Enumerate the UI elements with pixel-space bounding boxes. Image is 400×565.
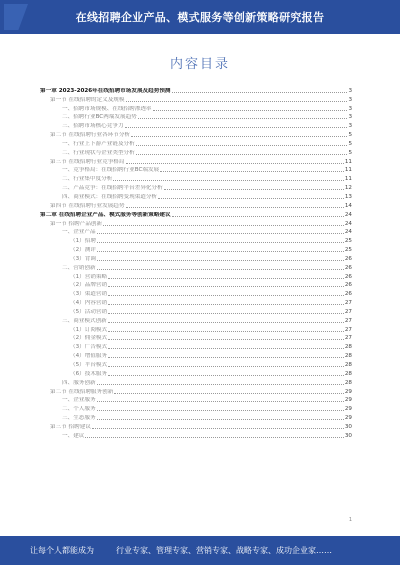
toc-entry-label: 二、招聘行业BC两端发展趋势: [62, 114, 137, 121]
toc-entry-page: 27: [344, 308, 352, 315]
toc-leader-dots: [97, 259, 344, 261]
toc-entry[interactable]: [40, 191, 352, 200]
toc-entry-label: 第一章 2023-2026年在线招聘市场发展及趋势预测: [40, 87, 171, 94]
toc-entry-page: 24: [344, 229, 352, 236]
toc-entry-page: 24: [344, 220, 352, 227]
toc-entry-page: 3: [348, 123, 352, 130]
toc-leader-dots: [172, 215, 344, 217]
toc-entry-page: 5: [348, 132, 352, 139]
toc-entry[interactable]: [40, 368, 352, 377]
toc-entry[interactable]: [40, 147, 352, 156]
toc-entry[interactable]: [40, 324, 352, 333]
toc-entry[interactable]: [40, 85, 352, 94]
toc-leader-dots: [136, 153, 348, 155]
toc-leader-dots: [108, 285, 344, 287]
toc-leader-dots: [126, 100, 348, 102]
toc-leader-dots: [108, 277, 344, 279]
toc-entry-page: 5: [348, 140, 352, 147]
toc-entry-page: 3: [348, 87, 352, 94]
toc-entry[interactable]: [40, 244, 352, 253]
toc-entry[interactable]: [40, 227, 352, 236]
toc-leader-dots: [97, 383, 344, 385]
toc-leader-dots: [108, 347, 344, 349]
toc-leader-dots: [126, 206, 344, 208]
toc-entry-page: 11: [344, 158, 352, 165]
toc-entry-label: 第三节 在线招聘行业竞争格局: [50, 158, 125, 165]
toc-leader-dots: [108, 294, 344, 296]
toc-entry-label: 第二章 在线招聘企业产品、模式服务等创新策略建议: [40, 211, 171, 218]
toc-entry-page: 3: [348, 96, 352, 103]
toc-entry[interactable]: [40, 103, 352, 112]
toc-entry[interactable]: [40, 421, 352, 430]
footer-slogan-right: 行业专家、管理专家、营销专家、战略专家、成功企业家……: [116, 546, 332, 555]
toc-leader-dots: [108, 303, 344, 305]
toc-entry[interactable]: [40, 182, 352, 191]
toc-entry-label: 二、行业集中度分析: [62, 176, 113, 183]
toc-leader-dots: [158, 197, 344, 199]
toc-entry-label: （3）广告模式: [70, 344, 108, 351]
toc-entry-label: 第二节 在线招聘行业各环节分析: [50, 132, 131, 139]
toc-leader-dots: [108, 356, 344, 358]
toc-entry[interactable]: [40, 412, 352, 421]
toc-entry-label: 第二节 在线招聘服务创新: [50, 388, 114, 395]
table-of-contents: [40, 85, 352, 439]
toc-leader-dots: [108, 374, 344, 376]
toc-entry-label: （6）技术服务: [70, 370, 108, 377]
toc-entry-page: 30: [344, 423, 352, 430]
toc-leader-dots: [153, 109, 348, 111]
toc-entry[interactable]: [40, 341, 352, 350]
toc-entry-page: 26: [344, 291, 352, 298]
toc-entry-label: 第三节 招聘建议: [50, 423, 91, 430]
toc-entry-page: 24: [344, 211, 352, 218]
toc-entry-label: （2）佣金模式: [70, 335, 108, 342]
toc-entry-label: （1）营销策略: [70, 273, 108, 280]
toc-entry-page: 25: [344, 238, 352, 245]
toc-leader-dots: [138, 117, 348, 119]
toc-entry-page: 26: [344, 264, 352, 271]
toc-entry-page: 29: [344, 406, 352, 413]
toc-entry-page: 28: [344, 362, 352, 368]
toc-entry[interactable]: [40, 129, 352, 138]
toc-entry[interactable]: [40, 120, 352, 129]
toc-entry-label: 三、商业模式创新: [62, 317, 107, 324]
toc-entry-label: 一、招聘市场规模、在线招聘渗透率: [62, 105, 152, 112]
toc-entry-label: （5）平台模式: [70, 362, 108, 368]
toc-entry-page: 27: [344, 335, 352, 342]
toc-entry-label: 一、建议: [62, 432, 85, 439]
toc-entry-page: 13: [344, 193, 352, 200]
toc-entry[interactable]: [40, 262, 352, 271]
toc-entry[interactable]: [40, 271, 352, 280]
toc-entry[interactable]: [40, 377, 352, 386]
toc-entry-label: （1）订阅模式: [70, 326, 108, 333]
toc-entry-label: 一、企业服务: [62, 397, 96, 404]
toc-entry[interactable]: [40, 306, 352, 315]
toc-leader-dots: [97, 400, 344, 402]
toc-entry-page: 5: [348, 149, 352, 156]
toc-entry-label: 二、个人服务: [62, 406, 96, 413]
toc-entry-page: 14: [344, 202, 352, 209]
toc-leader-dots: [126, 162, 344, 164]
toc-entry[interactable]: [40, 94, 352, 103]
toc-entry[interactable]: [40, 315, 352, 324]
toc-entry-label: 三、招聘市场核心竞争力: [62, 123, 124, 130]
toc-leader-dots: [125, 126, 348, 128]
toc-entry-label: 一、行业上下游产业链及分析: [62, 140, 135, 147]
toc-leader-dots: [97, 250, 344, 252]
toc-entry[interactable]: [40, 235, 352, 244]
toc-entry[interactable]: [40, 395, 352, 404]
toc-leader-dots: [172, 91, 348, 93]
toc-entry[interactable]: [40, 280, 352, 289]
toc-entry-page: 27: [344, 300, 352, 307]
toc-entry-label: 三、生态服务: [62, 415, 96, 422]
toc-entry-label: （4）增值服务: [70, 353, 108, 360]
toc-entry[interactable]: [40, 156, 352, 165]
toc-entry-page: 29: [344, 397, 352, 404]
toc-entry-page: 11: [344, 176, 352, 183]
toc-entry-label: 第四节 在线招聘行业发展趋势: [50, 202, 125, 209]
toc-entry[interactable]: [40, 430, 352, 439]
toc-leader-dots: [92, 427, 344, 429]
toc-entry-page: 28: [344, 353, 352, 360]
toc-entry-page: 28: [344, 379, 352, 386]
toc-entry[interactable]: [40, 253, 352, 262]
toc-entry[interactable]: [40, 138, 352, 147]
toc-entry-page: 26: [344, 273, 352, 280]
page-number: 1: [348, 517, 352, 523]
footer-slogan-left: 让每个人都能成为: [30, 546, 94, 555]
toc-leader-dots: [97, 268, 344, 270]
toc-entry-label: （5）活动营销: [70, 308, 108, 315]
toc-entry[interactable]: [40, 386, 352, 395]
toc-entry-label: 第一节 招聘产品创新: [50, 220, 103, 227]
toc-entry-page: 25: [344, 247, 352, 254]
report-title: 在线招聘企业产品、模式服务等创新策略研究报告: [75, 11, 325, 24]
toc-entry-page: 28: [344, 344, 352, 351]
toc-entry-label: 一、企业产品: [62, 229, 96, 236]
toc-entry-label: （3）渠道营销: [70, 291, 108, 298]
toc-leader-dots: [108, 321, 344, 323]
toc-entry-label: （4）内容营销: [70, 300, 108, 307]
toc-leader-dots: [113, 179, 344, 181]
toc-entry[interactable]: [40, 333, 352, 342]
toc-entry-page: 28: [344, 370, 352, 377]
toc-entry[interactable]: [40, 209, 352, 218]
toc-title: 内容目录: [169, 57, 230, 72]
toc-entry[interactable]: [40, 297, 352, 306]
toc-entry-label: （1）招聘: [70, 238, 96, 245]
toc-leader-dots: [97, 241, 344, 243]
toc-entry[interactable]: [40, 403, 352, 412]
toc-entry-page: 11: [344, 167, 352, 174]
toc-entry-label: 三、产品竞争：在线招聘平台差异化分析: [62, 185, 163, 192]
toc-leader-dots: [108, 365, 344, 367]
report-header: [0, 0, 400, 34]
toc-entry[interactable]: [40, 218, 352, 227]
toc-entry-label: 第一节 在线招聘的定义及规模: [50, 96, 125, 103]
toc-entry[interactable]: [40, 173, 352, 182]
toc-leader-dots: [97, 232, 344, 234]
toc-entry[interactable]: [40, 112, 352, 121]
toc-leader-dots: [85, 436, 343, 438]
toc-entry-page: 29: [344, 388, 352, 395]
toc-entry[interactable]: [40, 200, 352, 209]
toc-entry-label: （3）背调: [70, 255, 96, 262]
toc-entry[interactable]: [40, 359, 352, 368]
footer-banner: [0, 536, 400, 565]
toc-leader-dots: [97, 409, 344, 411]
toc-entry[interactable]: [40, 165, 352, 174]
toc-entry-page: 26: [344, 255, 352, 262]
toc-entry[interactable]: [40, 350, 352, 359]
toc-entry-label: （2）测评: [70, 247, 96, 254]
toc-entry-page: 27: [344, 326, 352, 333]
toc-leader-dots: [108, 312, 344, 314]
toc-leader-dots: [108, 330, 344, 332]
toc-leader-dots: [108, 338, 344, 340]
toc-entry-page: 3: [348, 105, 352, 112]
toc-entry-label: （2）品牌营销: [70, 282, 108, 289]
toc-entry-label: 二、行业现状与企业类型分析: [62, 149, 135, 156]
toc-entry[interactable]: [40, 288, 352, 297]
toc-entry-page: 12: [344, 185, 352, 192]
toc-entry-label: 四、服务创新: [62, 379, 96, 386]
toc-entry-page: 3: [348, 114, 352, 121]
toc-leader-dots: [114, 392, 344, 394]
toc-entry-label: 四、商业模式：在线招聘变现渠道分析: [62, 193, 158, 200]
toc-entry-page: 30: [344, 432, 352, 439]
toc-entry-label: 一、竞争格局：在线招聘行业BC端发展: [62, 167, 160, 174]
toc-leader-dots: [136, 144, 348, 146]
toc-entry-label: 二、营销创新: [62, 264, 96, 271]
toc-entry-page: 26: [344, 282, 352, 289]
toc-leader-dots: [160, 170, 344, 172]
toc-entry-page: 29: [344, 415, 352, 422]
toc-leader-dots: [131, 135, 347, 137]
toc-leader-dots: [164, 188, 344, 190]
toc-entry-page: 27: [344, 317, 352, 324]
toc-leader-dots: [103, 224, 344, 226]
toc-leader-dots: [97, 418, 344, 420]
